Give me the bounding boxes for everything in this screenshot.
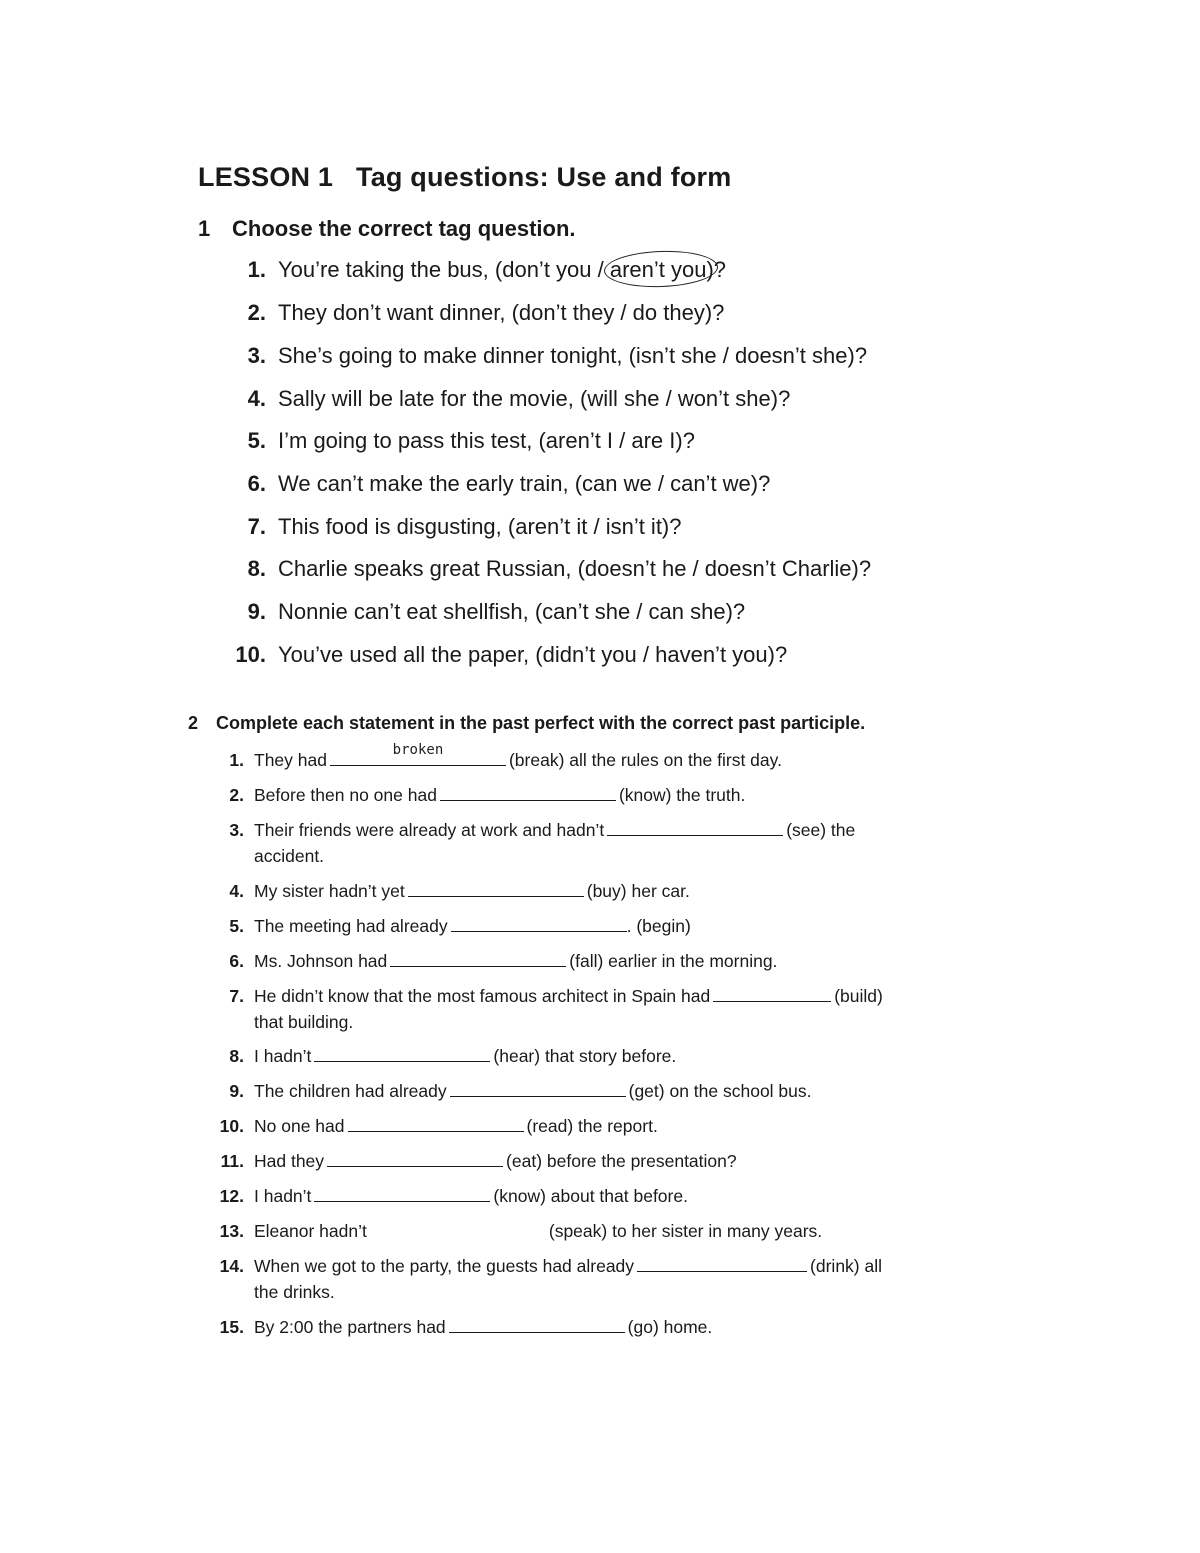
- answer-blank[interactable]: [314, 1185, 490, 1202]
- question-text: Had they (eat) before the presentation?: [254, 1151, 737, 1171]
- answer-blank[interactable]: [607, 819, 783, 836]
- question-number: 5.: [229, 916, 244, 936]
- question-text: Before then no one had (know) the truth.: [254, 785, 746, 805]
- question-number: 6.: [247, 471, 266, 496]
- answer-blank[interactable]: [314, 1045, 490, 1062]
- question-text: Ms. Johnson had (fall) earlier in the morning.: [254, 951, 778, 971]
- handwritten-answer: broken: [392, 742, 444, 758]
- question-item: [0, 343, 1200, 373]
- lesson-label: LESSON 1: [198, 162, 334, 192]
- question-item: [0, 599, 1200, 629]
- question-item: [0, 514, 1200, 544]
- question-number: 1.: [229, 750, 244, 770]
- section-instruction: Choose the correct tag question.: [232, 216, 576, 241]
- question-text: I hadn’t (hear) that story before.: [254, 1046, 677, 1066]
- question-text: Nonnie can’t eat shellfish, (can’t she / can she)?: [278, 599, 746, 624]
- answer-blank[interactable]: [327, 1150, 503, 1167]
- question-text: They had broken (break) all the rules on the first day.: [254, 747, 782, 773]
- question-item: [0, 257, 1200, 287]
- question-number: 3.: [229, 820, 244, 840]
- question-item: [0, 386, 1200, 416]
- question-text: She’s going to make dinner tonight, (isn’t she / doesn’t she)?: [278, 343, 868, 368]
- question-number: 7.: [247, 514, 266, 539]
- question-number: 14.: [219, 1256, 244, 1276]
- question-number: 2.: [247, 300, 266, 325]
- question-text: You’ve used all the paper, (didn’t you / haven’t you)?: [278, 642, 788, 667]
- question-number: 10.: [235, 642, 266, 667]
- question-text: The meeting had already . (begin): [254, 916, 691, 936]
- answer-blank[interactable]: [637, 1255, 807, 1272]
- question-number: 3.: [247, 343, 266, 368]
- lesson-topic: Tag questions: Use and form: [356, 162, 732, 192]
- question-number: 4.: [247, 386, 266, 411]
- question-text: Eleanor hadn’t (speak) to her sister in many years.: [254, 1221, 823, 1241]
- question-text: Their friends were already at work and hadn’t (see) the accident.: [254, 820, 856, 866]
- answer-blank[interactable]: [390, 950, 566, 967]
- answer-blank[interactable]: [449, 1316, 625, 1333]
- page-title: [198, 162, 731, 193]
- question-number: 10.: [219, 1116, 244, 1136]
- question-text: Charlie speaks great Russian, (doesn’t he / doesn’t Charlie)?: [278, 556, 872, 581]
- answer-blank[interactable]: [348, 1115, 524, 1132]
- question-item: [0, 471, 1200, 501]
- question-number: 7.: [229, 986, 244, 1006]
- section-number: 2: [188, 713, 199, 733]
- question-number: 8.: [229, 1046, 244, 1066]
- question-item: [0, 556, 1200, 586]
- question-text: My sister hadn’t yet (buy) her car.: [254, 881, 690, 901]
- section-instruction: Complete each statement in the past perfect with the correct past participle.: [216, 713, 866, 733]
- question-text: By 2:00 the partners had (go) home.: [254, 1317, 713, 1337]
- question-text: I hadn’t (know) about that before.: [254, 1186, 688, 1206]
- question-number: 12.: [219, 1186, 244, 1206]
- question-text: I’m going to pass this test, (aren’t I / are I)?: [278, 428, 695, 453]
- question-text: They don’t want dinner, (don’t they / do they)?: [278, 300, 725, 325]
- question-number: 9.: [229, 1081, 244, 1101]
- section-number: 1: [198, 216, 211, 241]
- question-text: This food is disgusting, (aren’t it / isn’t it)?: [278, 514, 682, 539]
- circled-answer: aren’t you: [610, 257, 707, 283]
- answer-blank[interactable]: [408, 880, 584, 897]
- question-number: 6.: [229, 951, 244, 971]
- question-text: When we got to the party, the guests had already (drink) all the drinks.: [254, 1256, 883, 1302]
- question-number: 11.: [220, 1151, 244, 1171]
- answer-blank[interactable]: [370, 1221, 546, 1237]
- question-item: [0, 300, 1200, 330]
- question-number: 2.: [229, 785, 244, 805]
- answer-blank[interactable]: [330, 742, 506, 766]
- hand-drawn-circle: [603, 249, 718, 289]
- question-number: 9.: [247, 599, 266, 624]
- question-text: He didn’t know that the most famous architect in Spain had (build) that building.: [254, 986, 883, 1032]
- question-text: No one had (read) the report.: [254, 1116, 658, 1136]
- question-item: [0, 642, 1200, 672]
- question-number: 15.: [219, 1317, 244, 1337]
- question-text: You’re taking the bus, (don’t you / aren’t you )?: [278, 257, 726, 283]
- question-number: 4.: [229, 881, 244, 901]
- answer-blank[interactable]: [440, 784, 616, 801]
- question-text: We can’t make the early train, (can we / can’t we)?: [278, 471, 771, 496]
- question-number: 5.: [247, 428, 266, 453]
- question-text: Sally will be late for the movie, (will she / won’t she)?: [278, 386, 791, 411]
- answer-blank[interactable]: [713, 985, 831, 1002]
- answer-blank[interactable]: [451, 915, 627, 932]
- question-number: 1.: [247, 257, 266, 282]
- answer-blank[interactable]: [450, 1080, 626, 1097]
- question-number: 13.: [219, 1221, 244, 1241]
- question-number: 8.: [247, 556, 266, 581]
- question-text: The children had already (get) on the school bus.: [254, 1081, 812, 1101]
- question-item: [0, 428, 1200, 458]
